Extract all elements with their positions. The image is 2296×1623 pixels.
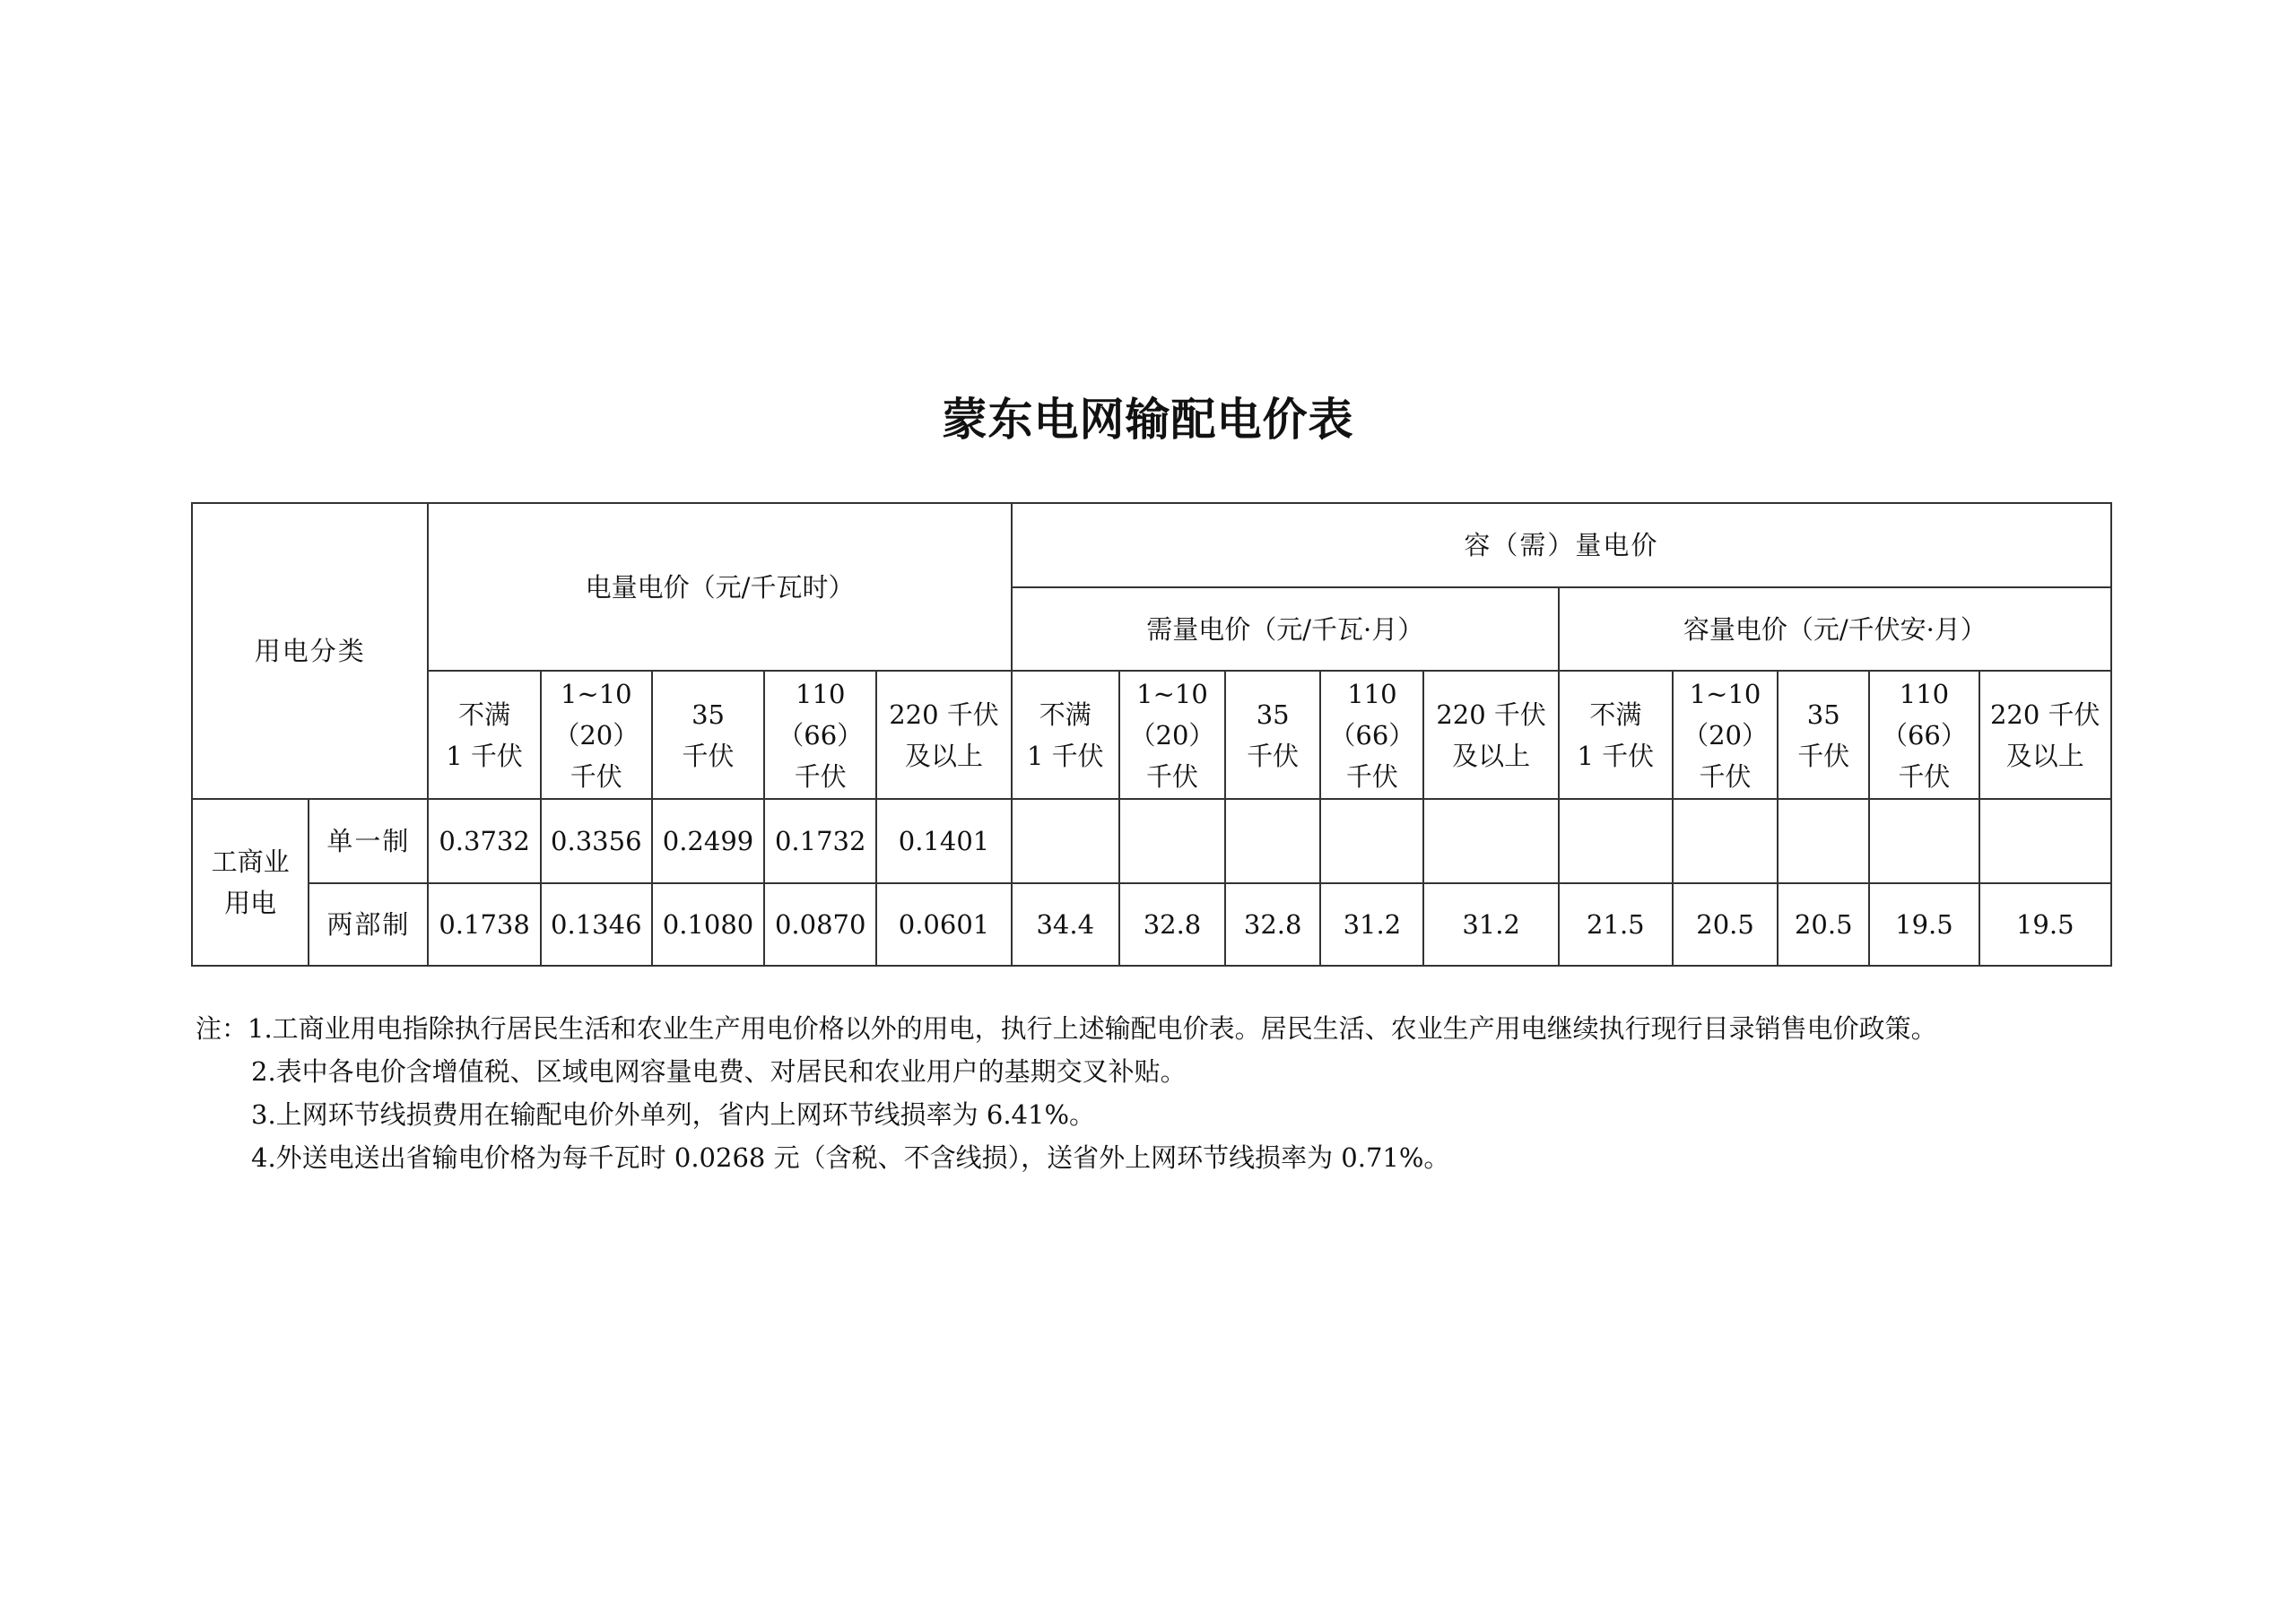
cell-demand (1225, 799, 1320, 883)
cell-energy: 0.0601 (876, 883, 1011, 966)
voltage-header-demand-4: 220 千伏 及以上 (1423, 671, 1558, 799)
capacity-price-header: 容量电价（元/千伏安·月） (1559, 587, 2111, 671)
voltage-header-energy-0: 不满 1 千伏 (428, 671, 540, 799)
capacity-group-header: 容（需）量电价 (1012, 503, 2111, 587)
cell-demand: 31.2 (1423, 883, 1558, 966)
cell-energy: 0.3356 (541, 799, 652, 883)
cell-capacity (1979, 799, 2111, 883)
cell-capacity (1559, 799, 1673, 883)
cell-capacity: 20.5 (1778, 883, 1869, 966)
voltage-header-capacity-0: 不满 1 千伏 (1559, 671, 1673, 799)
voltage-header-demand-3: 110 （66） 千伏 (1320, 671, 1423, 799)
note-1: 注：1.工商业用电指除执行居民生活和农业生产用电价格以外的用电，执行上述输配电价表。居民生活、农业生产用电继续执行现行目录销售电价政策。 (196, 1013, 1937, 1044)
note-2: 2.表中各电价含增值税、区域电网容量电费、对居民和农业用户的基期交叉补贴。 (251, 1056, 1187, 1087)
voltage-header-energy-4: 220 千伏 及以上 (876, 671, 1011, 799)
page-title: 蒙东电网输配电价表 (942, 394, 1354, 446)
voltage-header-capacity-2: 35 千伏 (1778, 671, 1869, 799)
voltage-level-row (192, 671, 2111, 799)
cell-energy: 0.1401 (876, 799, 1011, 883)
cell-energy: 0.1738 (428, 883, 540, 966)
table-row (192, 799, 2111, 883)
cell-demand: 31.2 (1320, 883, 1423, 966)
row-label: 单一制 (309, 799, 428, 883)
voltage-header-demand-2: 35 千伏 (1225, 671, 1320, 799)
energy-price-header: 电量电价（元/千瓦时） (428, 503, 1011, 671)
voltage-header-energy-1: 1~10 （20） 千伏 (541, 671, 652, 799)
voltage-header-energy-3: 110 （66） 千伏 (764, 671, 876, 799)
cell-demand (1012, 799, 1119, 883)
voltage-header-capacity-3: 110 （66） 千伏 (1869, 671, 1979, 799)
cell-energy: 0.3732 (428, 799, 540, 883)
cell-demand: 32.8 (1119, 883, 1225, 966)
row-group-label: 工商业 用电 (192, 799, 309, 966)
cell-energy: 0.1080 (652, 883, 764, 966)
cell-capacity: 20.5 (1673, 883, 1778, 966)
voltage-header-capacity-1: 1~10 （20） 千伏 (1673, 671, 1778, 799)
cell-demand (1423, 799, 1558, 883)
cell-capacity: 21.5 (1559, 883, 1673, 966)
voltage-header-demand-1: 1~10 （20） 千伏 (1119, 671, 1225, 799)
cell-energy: 0.0870 (764, 883, 876, 966)
table-row (192, 883, 2111, 966)
row-label: 两部制 (309, 883, 428, 966)
tariff-table (191, 502, 2112, 967)
note-4: 4.外送电送出省输电价格为每千瓦时 0.0268 元（含税、不含线损），送省外上网环节线损率为 0.71%。 (251, 1142, 1450, 1173)
voltage-header-energy-2: 35 千伏 (652, 671, 764, 799)
note-3: 3.上网环节线损费用在输配电价外单列，省内上网环节线损率为 6.41%。 (251, 1099, 1096, 1130)
cell-energy: 0.1732 (764, 799, 876, 883)
cell-energy: 0.1346 (541, 883, 652, 966)
category-header: 用电分类 (192, 503, 428, 799)
voltage-header-capacity-4: 220 千伏 及以上 (1979, 671, 2111, 799)
cell-demand (1119, 799, 1225, 883)
notes (196, 1007, 1937, 1179)
demand-price-header: 需量电价（元/千瓦·月） (1012, 587, 1559, 671)
cell-demand: 32.8 (1225, 883, 1320, 966)
voltage-header-demand-0: 不满 1 千伏 (1012, 671, 1119, 799)
cell-capacity: 19.5 (1979, 883, 2111, 966)
cell-demand (1320, 799, 1423, 883)
cell-capacity (1869, 799, 1979, 883)
cell-demand: 34.4 (1012, 883, 1119, 966)
cell-energy: 0.2499 (652, 799, 764, 883)
cell-capacity (1778, 799, 1869, 883)
cell-capacity: 19.5 (1869, 883, 1979, 966)
cell-capacity (1673, 799, 1778, 883)
